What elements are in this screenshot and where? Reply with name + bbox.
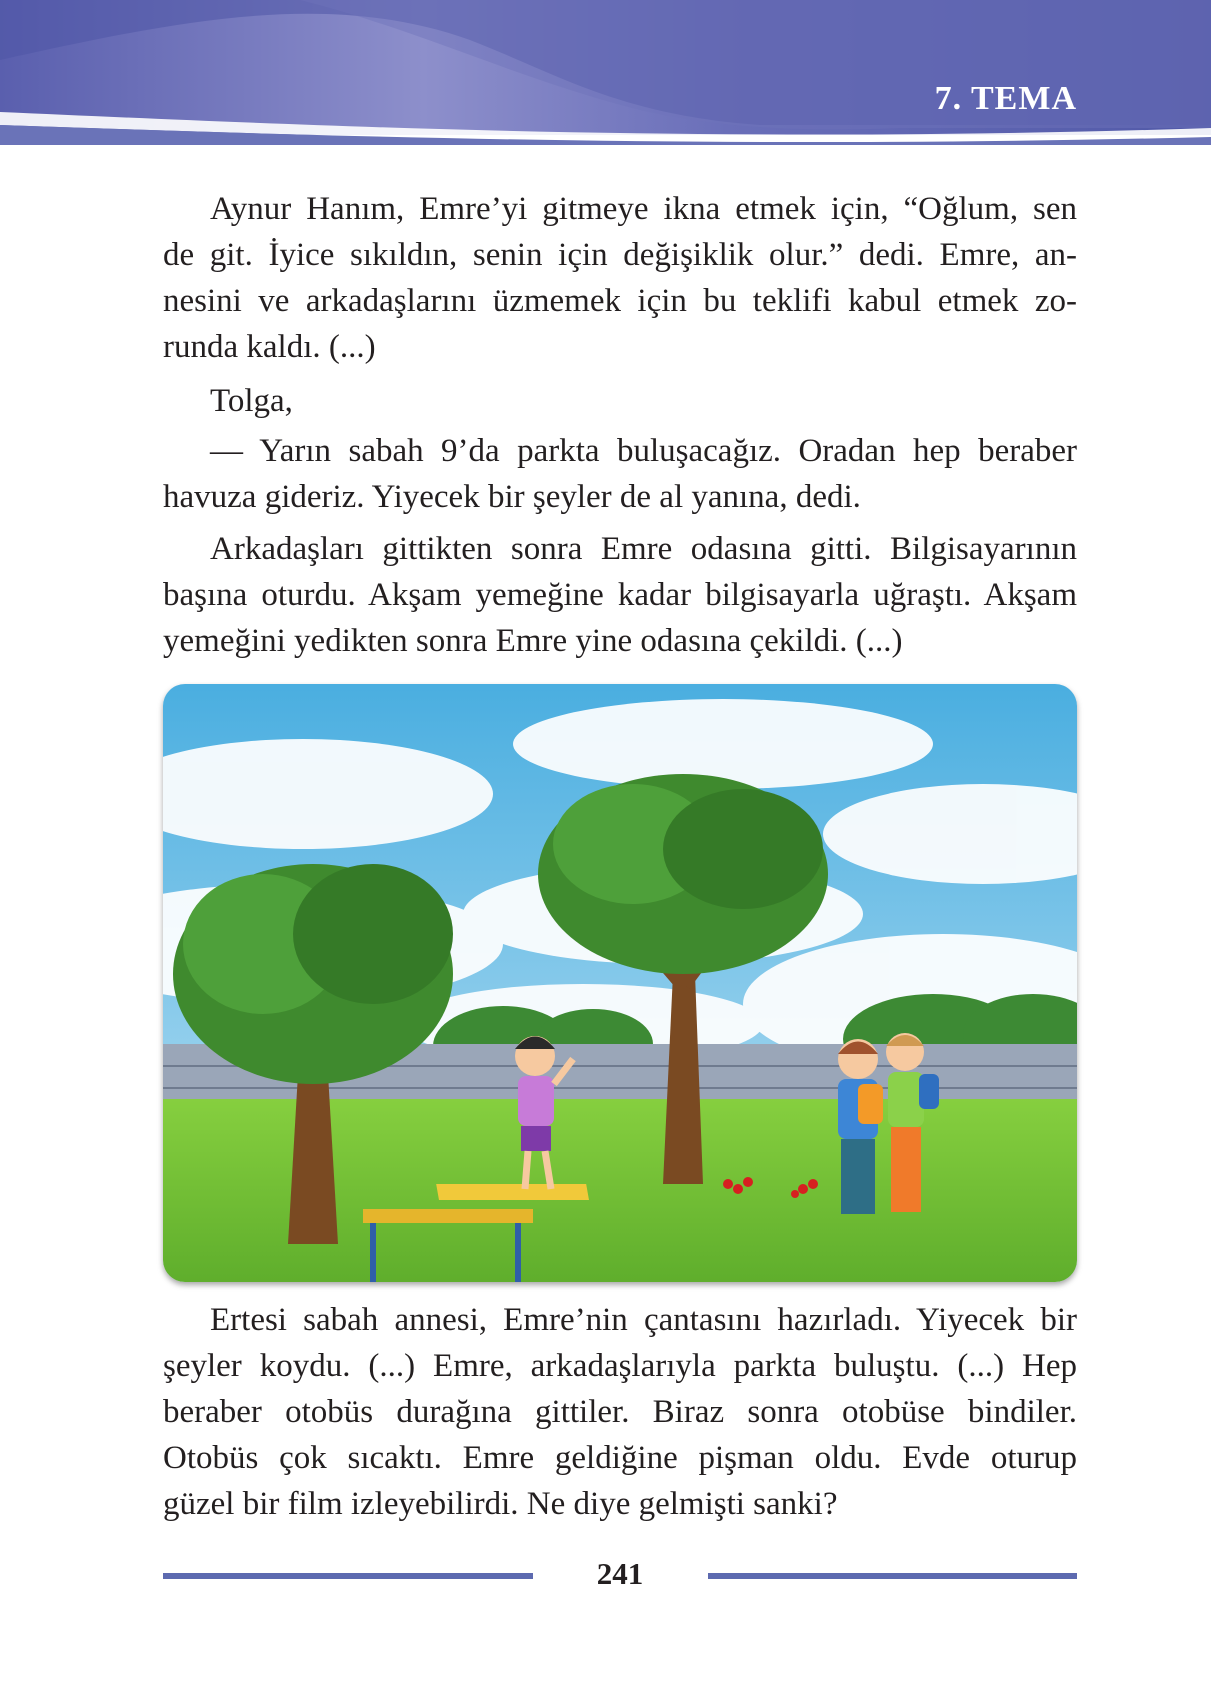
- paragraph-1: [163, 186, 1077, 370]
- text-line: Ertesi sabah annesi, Emre’nin çantasını hazırladı. Yiyecek bir: [210, 1302, 1077, 1338]
- footer-rule-right: [708, 1573, 1077, 1579]
- text-line: güzel bir film izleyebilirdi. Ne diye gelmişti sanki?: [163, 1486, 838, 1522]
- text-line: yemeğini yedikten sonra Emre yine odasına çekildi. (...): [163, 623, 903, 659]
- text-line: Otobüs çok sıcaktı. Emre geldiğine pişman oldu. Evde oturup: [163, 1440, 1077, 1476]
- page-number: 241: [596, 1556, 644, 1591]
- footer-rule-left: [163, 1573, 533, 1579]
- text-line: Arkadaşları gittikten sonra Emre odasına gitti. Bilgisayarının: [210, 531, 1077, 567]
- paragraph-3: [163, 428, 1077, 520]
- text-line: nesini ve arkadaşlarını üzmemek için bu teklifi kabul etmek zo-: [163, 283, 1077, 319]
- paragraph-2: [163, 378, 1077, 424]
- text-line: havuza gideriz. Yiyecek bir şeyler de al yanına, dedi.: [163, 479, 861, 515]
- paragraph-4: [163, 526, 1077, 664]
- text-line: Tolga,: [210, 383, 293, 419]
- text-line: — Yarın sabah 9’da parkta buluşacağız. Oradan hep beraber: [210, 433, 1077, 469]
- header-wave-banner: [0, 0, 1211, 150]
- text-line: Aynur Hanım, Emre’yi gitmeye ikna etmek için, “Oğlum, sen: [210, 191, 1077, 227]
- text-line: başına oturdu. Akşam yemeğine kadar bilgisayarla uğraştı. Akşam: [163, 577, 1077, 613]
- text-line: de git. İyice sıkıldın, senin için değişiklik olur.” dedi. Emre, an-: [163, 237, 1077, 273]
- paragraph-5: [163, 1297, 1077, 1527]
- text-line: beraber otobüs durağına gittiler. Biraz sonra otobüse bindiler.: [163, 1394, 1077, 1430]
- theme-heading: 7. TEMA: [934, 80, 1077, 117]
- text-line: şeyler koydu. (...) Emre, arkadaşlarıyla parkta buluştu. (...) Hep: [163, 1348, 1077, 1384]
- park-illustration: [163, 684, 1077, 1282]
- text-line: runda kaldı. (...): [163, 329, 376, 365]
